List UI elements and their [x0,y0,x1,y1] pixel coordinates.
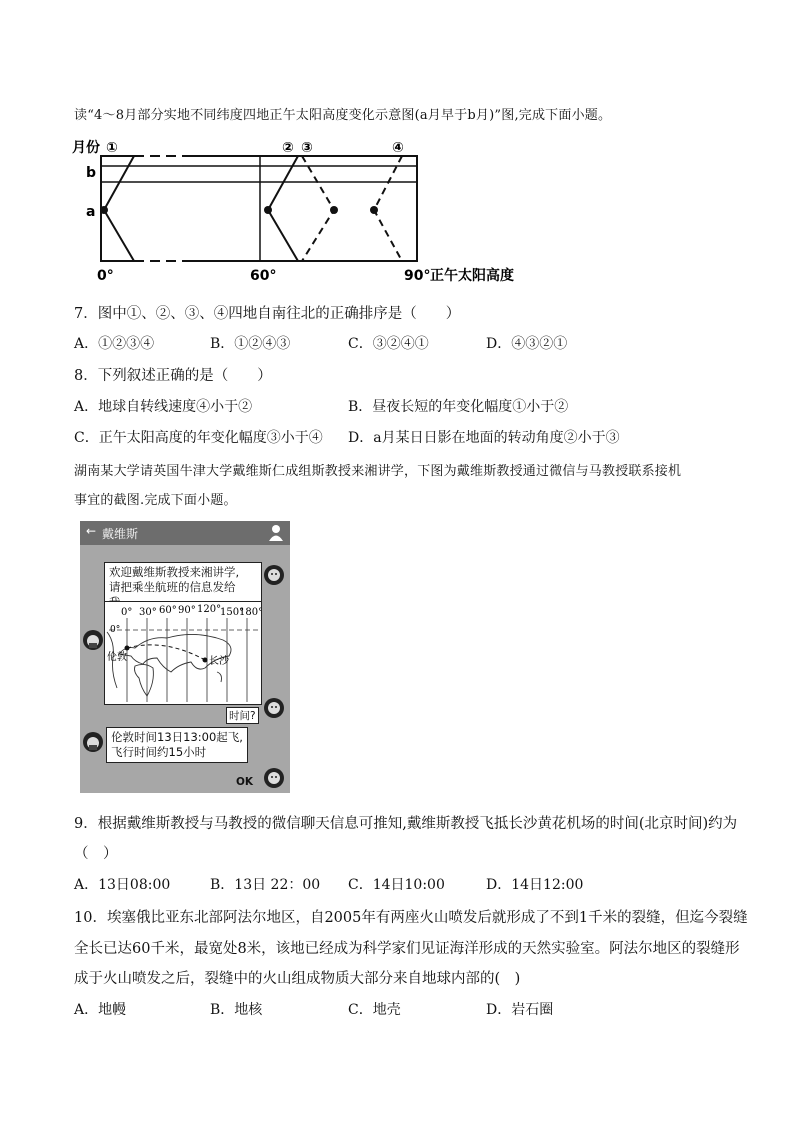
marker-4: ④ [392,140,404,156]
q10-option-a[interactable]: A．地幔 [74,1002,127,1018]
chat-title: 戴维斯 [102,527,139,541]
tick-90: 90° [404,268,431,284]
wechat-screenshot [80,521,290,793]
curve-place-4 [374,156,402,261]
q10-option-d[interactable]: D．岩石圈 [486,1002,554,1018]
marker-3: ③ [301,140,313,156]
q9-option-c[interactable]: C．14日10:00 [348,877,445,893]
q8-option-a[interactable]: A．地球自转线速度④小于② [74,399,253,415]
map-lon-30: 30° [139,607,157,618]
message-3-line2: 飞行时间约15小时 [111,745,207,759]
chart-frame [101,156,417,261]
q10-option-b[interactable]: B．地核 [210,1002,263,1018]
q9-option-a[interactable]: A．13日08:00 [74,877,171,893]
marker-1: ① [106,140,118,156]
tick-60: 60° [250,268,277,284]
q8-option-b[interactable]: B．昼夜长短的年变化幅度①小于② [348,399,569,415]
intro-text-2-line2: 事宜的截图.完成下面小题。 [74,493,237,508]
message-1-line2: 请把乘坐航班的信息发给 [109,580,236,594]
point-place-4 [370,206,378,214]
point-place-3 [330,206,338,214]
map-lon-150: 150° [220,607,245,618]
city-changsha-label: 长沙 [209,656,229,667]
intro-text-2-line1: 湖南某大学请英国牛津大学戴维斯仁成组斯教授来湘讲学，下图为戴维斯教授通过微信与马教授联系接机 [74,464,682,479]
curve-place-1 [104,156,134,261]
message-bubble-4: OK [236,776,254,788]
avatar-ma-icon-3 [263,767,285,789]
point-place-1 [100,206,108,214]
chart-month-label: 月份 [72,140,100,156]
q7-stem: 7．图中①、②、③、④四地自南往北的正确排序是（ ） [74,306,461,322]
map-lon-120: 120° [197,604,222,615]
q10-stem-line2: 全长已达60千米，最宽处8米，该地已经成为科学家们见证海洋形成的天然实验室。阿法尔地区的裂缝形 [74,941,740,957]
map-lon-180: 180° [239,607,261,618]
wechat-header [80,521,290,545]
row-b-label: b [86,165,97,181]
q8-option-d[interactable]: D．a月某日日影在地面的转动角度②小于③ [348,430,620,446]
marker-2: ② [282,140,294,156]
avatar-davis-icon [82,629,104,651]
q10-option-c[interactable]: C．地壳 [348,1002,401,1018]
q7-option-d[interactable]: D．④③②① [486,336,568,352]
message-bubble-3 [106,727,248,763]
world-map-svg [105,602,261,704]
q7-option-a[interactable]: A．①②③④ [74,336,155,352]
q7-option-b[interactable]: B．①②④③ [210,336,291,352]
back-arrow-icon[interactable]: ← [86,524,97,538]
q8-stem: 8．下列叙述正确的是（ ） [74,368,272,384]
row-a-label: a [86,204,96,220]
map-lon-0: 0° [121,607,133,618]
q9-option-d[interactable]: D．14日12:00 [486,877,584,893]
intro-text-1: 读“4～8月部分实地不同纬度四地正午太阳高度变化示意图(a月早于b月)”图,完成下面小题。 [74,108,612,123]
city-london-label: 伦敦 [107,652,127,663]
q8-option-c[interactable]: C．正午太阳高度的年变化幅度③小于④ [74,430,323,446]
x-axis-label: 正午太阳高度 [430,268,514,284]
q9-stem-line1: 9．根据戴维斯教授与马教授的微信聊天信息可推知,戴维斯教授飞抵长沙黄花机场的时间(北京时间)约为 [74,816,738,832]
map-lon-60: 60° [159,605,177,616]
solar-altitude-chart [72,136,542,286]
q10-stem-line3: 成于火山喷发之后，裂缝中的火山组成物质大部分来自地球内部的( ) [74,971,521,987]
point-place-2 [264,206,272,214]
curve-place-2 [268,156,298,261]
q10-stem-line1: 10．埃塞俄比亚东北部阿法尔地区，自2005年有两座火山喷发后就形成了不到1千米的裂缝，但迄今裂缝 [74,910,748,926]
message-1-line1: 欢迎戴维斯教授来湘讲学, [109,565,240,579]
map-lon-90: 90° [178,605,196,616]
q9-stem-line2: （ ） [74,846,118,862]
q7-option-c[interactable]: C．③②④① [348,336,429,352]
avatar-ma-icon-2 [263,697,285,719]
avatar-davis-icon-2 [82,731,104,753]
message-bubble-2: 时间? [226,707,259,724]
message-3-line1: 伦敦时间13日13:00起飞, [111,730,243,744]
chart-svg [72,136,542,286]
map-message [104,601,262,705]
map-lat-label: 0° [110,625,121,635]
curve-place-3 [302,156,334,261]
tick-0: 0° [97,268,114,284]
q9-option-b[interactable]: B．13日 22：00 [210,877,321,893]
avatar-ma-icon [263,564,285,586]
user-profile-icon[interactable] [268,524,284,541]
